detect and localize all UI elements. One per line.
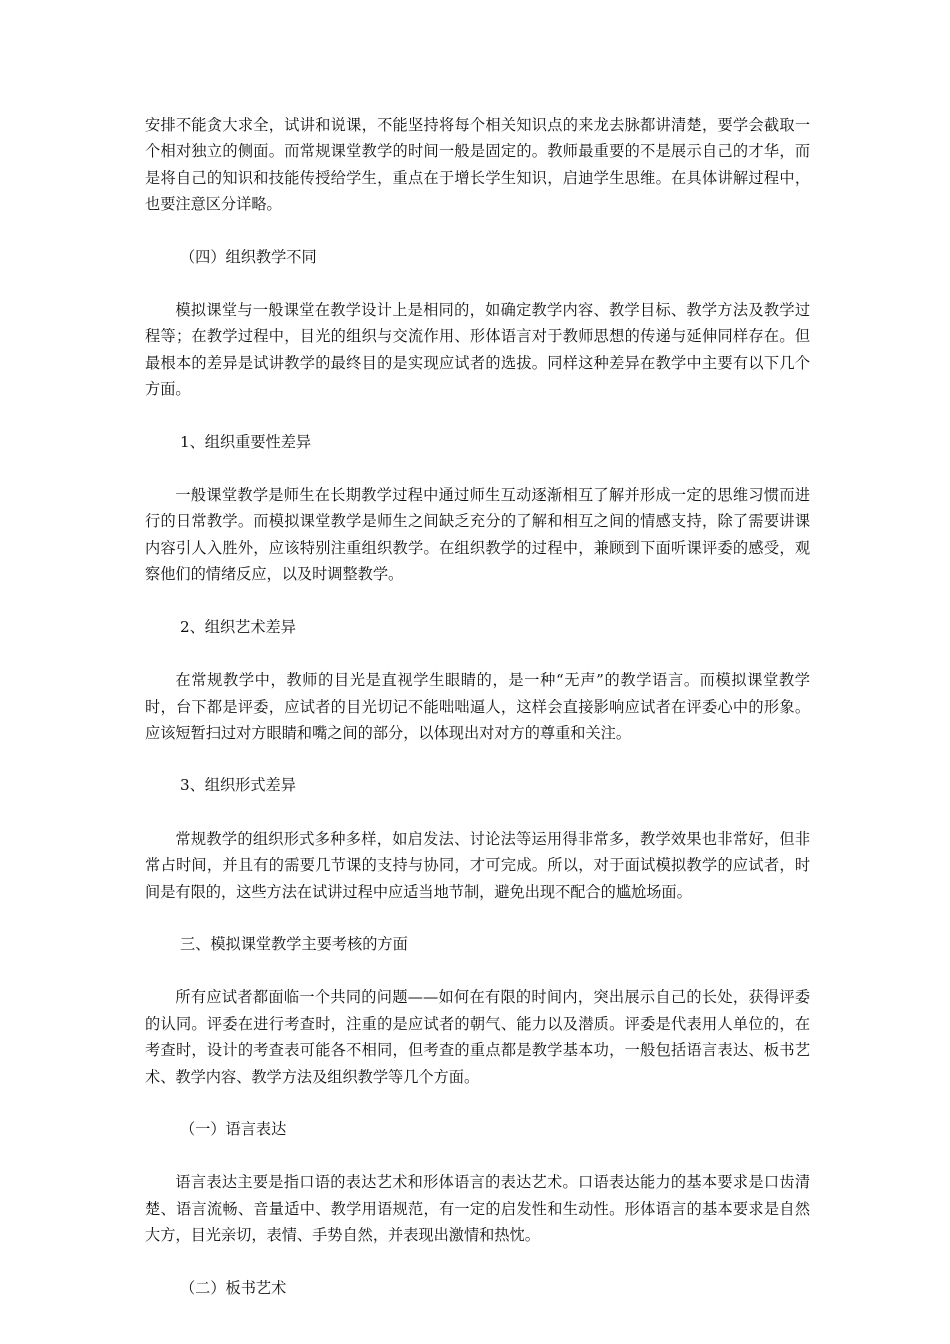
paragraph-item-3: 常规教学的组织形式多种多样，如启发法、讨论法等运用得非常多，教学效果也非常好，但非常占时间，并且有的需要几节课的支持与协同，才可完成。所以，对于面试模拟教学的应试者，时间是有限的，这些方法在试讲过程中应适当地节制，避免出现不配合的尴尬场面。 [145, 829, 810, 901]
heading-item-3: 3、组织形式差异 [179, 776, 296, 795]
paragraph-subsection-1: 语言表达主要是指口语的表达艺术和形体语言的表达艺术。口语表达能力的基本要求是口齿清楚、语言流畅、音量适中、教学用语规范，有一定的启发性和生动性。形体语言的基本要求是自然大方，目光亲切，表情、手势自然，并表现出激情和热忱。 [145, 1173, 810, 1245]
heading-subsection-1: （一）语言表达 [179, 1119, 287, 1138]
heading-section-4: （四）组织教学不同 [179, 247, 317, 266]
heading-chapter-3: 三、模拟课堂教学主要考核的方面 [179, 934, 408, 953]
paragraph-chapter-3: 所有应试者都面临一个共同的问题——如何在有限的时间内，突出展示自己的长处，获得评委的认同。评委在进行考查时，注重的是应试者的朝气、能力以及潜质。评委是代表用人单位的，在考查时，设计的考查表可能各不相同，但考查的重点都是教学基本功，一般包括语言表达、板书艺术、教学内容、教学方法及组织教学等几个方面。 [145, 988, 810, 1086]
heading-item-2: 2、组织艺术差异 [179, 617, 296, 636]
paragraph-item-1: 一般课堂教学是师生在长期教学过程中通过师生互动逐渐相互了解并形成一定的思维习惯而进行的日常教学。而模拟课堂教学是师生之间缺乏充分的了解和相互之间的情感支持，除了需要讲课内容引人入胜外，应该特别注重组织教学。在组织教学的过程中，兼顾到下面听课评委的感受，观察他们的情绪反应，以及时调整教学。 [145, 486, 810, 584]
heading-item-1: 1、组织重要性差异 [179, 432, 312, 451]
document-page [145, 112, 810, 1301]
paragraph-continued-intro: 安排不能贪大求全，试讲和说课，不能坚持将每个相关知识点的来龙去脉都讲清楚，要学会截取一个相对独立的侧面。而常规课堂教学的时间一般是固定的。教师最重要的不是展示自己的才华，而是将自己的知识和技能传授给学生，重点在于增长学生知识，启迪学生思维。在具体讲解过程中，也要注意区分详略。 [145, 116, 810, 214]
paragraph-section-4: 模拟课堂与一般课堂在教学设计上是相同的，如确定教学内容、教学目标、教学方法及教学过程等；在教学过程中，目光的组织与交流作用、形体语言对于教师思想的传递与延伸同样存在。但最根本的差异是试讲教学的最终目的是实现应试者的选拔。同样这种差异在教学中主要有以下几个方面。 [145, 301, 810, 399]
paragraph-item-2: 在常规教学中，教师的目光是直视学生眼睛的，是一种“无声”的教学语言。而模拟课堂教学时，台下都是评委，应试者的目光切记不能咄咄逼人，这样会直接影响应试者在评委心中的形象。应该短暂扫过对方眼睛和嘴之间的部分，以体现出对对方的尊重和关注。 [145, 671, 810, 742]
heading-subsection-2: （二）板书艺术 [179, 1278, 287, 1297]
